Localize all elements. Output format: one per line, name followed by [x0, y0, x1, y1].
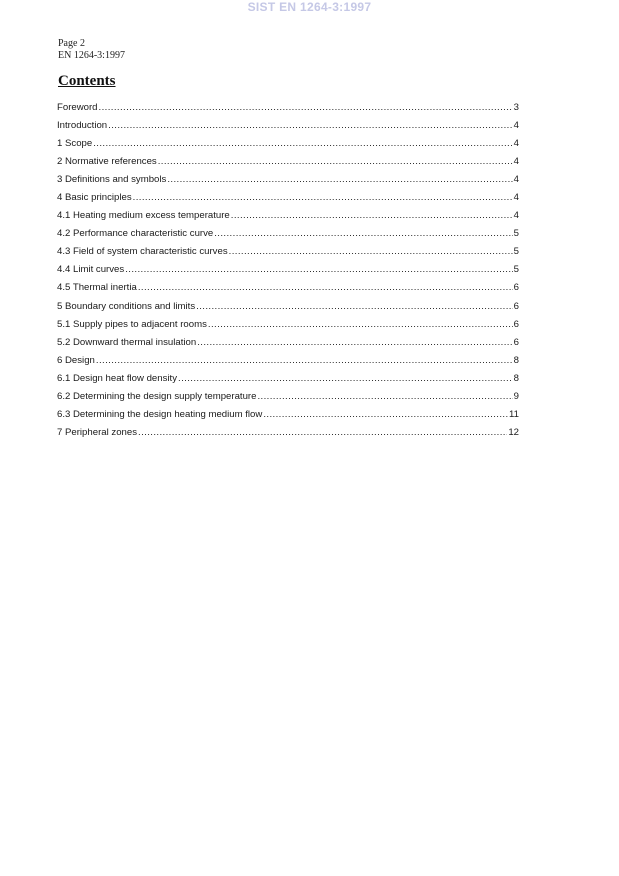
watermark: SIST EN 1264-3:1997	[247, 0, 372, 14]
toc-entry-label: 4.5 Thermal inertia	[57, 282, 137, 294]
toc-entry-page: 8	[513, 372, 519, 384]
toc-entry[interactable]	[57, 427, 519, 445]
toc-entry-label: 4.3 Field of system characteristic curves	[57, 246, 228, 258]
toc-entry-label: 6.2 Determining the design supply temperature	[57, 390, 257, 402]
toc-entry[interactable]	[57, 319, 519, 337]
toc-leader-dots	[214, 228, 512, 239]
toc-entry-page: 9	[513, 390, 519, 402]
toc-entry-page: 5	[513, 246, 519, 258]
toc-entry-label: 4.4 Limit curves	[57, 264, 125, 276]
toc-entry-label: Introduction	[57, 120, 108, 132]
toc-leader-dots	[99, 102, 513, 113]
toc-entry[interactable]	[57, 102, 519, 120]
toc-entry[interactable]	[57, 337, 519, 355]
toc-entry[interactable]	[57, 192, 519, 210]
toc-leader-dots	[208, 319, 513, 330]
toc-entry-label: 1 Scope	[57, 138, 93, 150]
toc-entry-page: 5	[513, 264, 519, 276]
toc-entry-label: 6.3 Determining the design heating medium flow	[57, 408, 263, 420]
toc-leader-dots	[138, 282, 513, 293]
toc-entry-label: 5.2 Downward thermal insulation	[57, 336, 197, 348]
toc-entry[interactable]	[57, 246, 519, 264]
toc-entry[interactable]	[57, 355, 519, 373]
toc-leader-dots	[231, 210, 513, 221]
toc-entry-page: 4	[513, 192, 519, 204]
table-of-contents	[57, 102, 519, 445]
toc-entry-page: 6	[513, 300, 519, 312]
toc-entry-label: 5.1 Supply pipes to adjacent rooms	[57, 318, 207, 330]
toc-entry-page: 6	[513, 336, 519, 348]
toc-entry-page: 8	[513, 354, 519, 366]
toc-entry-label: 7 Peripheral zones	[57, 426, 137, 438]
toc-entry[interactable]	[57, 264, 519, 282]
toc-entry[interactable]	[57, 210, 519, 228]
toc-entry-page: 4	[513, 174, 519, 186]
toc-entry-page: 6	[513, 318, 519, 330]
toc-entry[interactable]	[57, 120, 519, 138]
toc-leader-dots	[133, 192, 513, 203]
toc-leader-dots	[196, 301, 513, 312]
toc-entry-label: 6.1 Design heat flow density	[57, 372, 177, 384]
toc-entry-label: 4 Basic principles	[57, 192, 132, 204]
page-header	[58, 38, 125, 62]
toc-entry-label: 6 Design	[57, 354, 95, 366]
page-number: Page 2	[58, 38, 85, 49]
toc-entry[interactable]	[57, 174, 519, 192]
toc-leader-dots	[263, 409, 508, 420]
toc-entry-label: 4.1 Heating medium excess temperature	[57, 210, 230, 222]
toc-entry[interactable]	[57, 373, 519, 391]
toc-entry[interactable]	[57, 228, 519, 246]
toc-entry[interactable]	[57, 301, 519, 319]
toc-entry-page: 4	[513, 156, 519, 168]
toc-entry[interactable]	[57, 138, 519, 156]
toc-leader-dots	[178, 373, 513, 384]
toc-entry-page: 12	[508, 426, 519, 438]
toc-leader-dots	[158, 156, 513, 167]
toc-entry[interactable]	[57, 409, 519, 427]
toc-entry-label: 2 Normative references	[57, 156, 157, 168]
toc-leader-dots	[108, 120, 513, 131]
toc-leader-dots	[229, 246, 513, 257]
toc-entry[interactable]	[57, 282, 519, 300]
toc-entry-page: 4	[513, 138, 519, 150]
toc-entry-page: 4	[513, 120, 519, 132]
toc-entry[interactable]	[57, 156, 519, 174]
standard-id: EN 1264-3:1997	[58, 50, 125, 61]
toc-entry-page: 4	[513, 210, 519, 222]
toc-entry-label: 3 Definitions and symbols	[57, 174, 167, 186]
toc-entry[interactable]	[57, 391, 519, 409]
toc-entry-label: Foreword	[57, 102, 98, 113]
toc-leader-dots	[93, 138, 512, 149]
toc-entry-page: 5	[513, 228, 519, 240]
toc-leader-dots	[257, 391, 512, 402]
toc-entry-label: 4.2 Performance characteristic curve	[57, 228, 214, 240]
toc-leader-dots	[125, 264, 512, 275]
toc-leader-dots	[138, 427, 507, 438]
toc-entry-label: 5 Boundary conditions and limits	[57, 300, 196, 312]
toc-entry-page: 6	[513, 282, 519, 294]
toc-entry-page: 3	[513, 102, 519, 113]
toc-leader-dots	[96, 355, 513, 366]
toc-leader-dots	[167, 174, 512, 185]
toc-leader-dots	[197, 337, 512, 348]
toc-entry-page: 11	[509, 408, 519, 420]
page-title: Contents	[58, 73, 116, 89]
